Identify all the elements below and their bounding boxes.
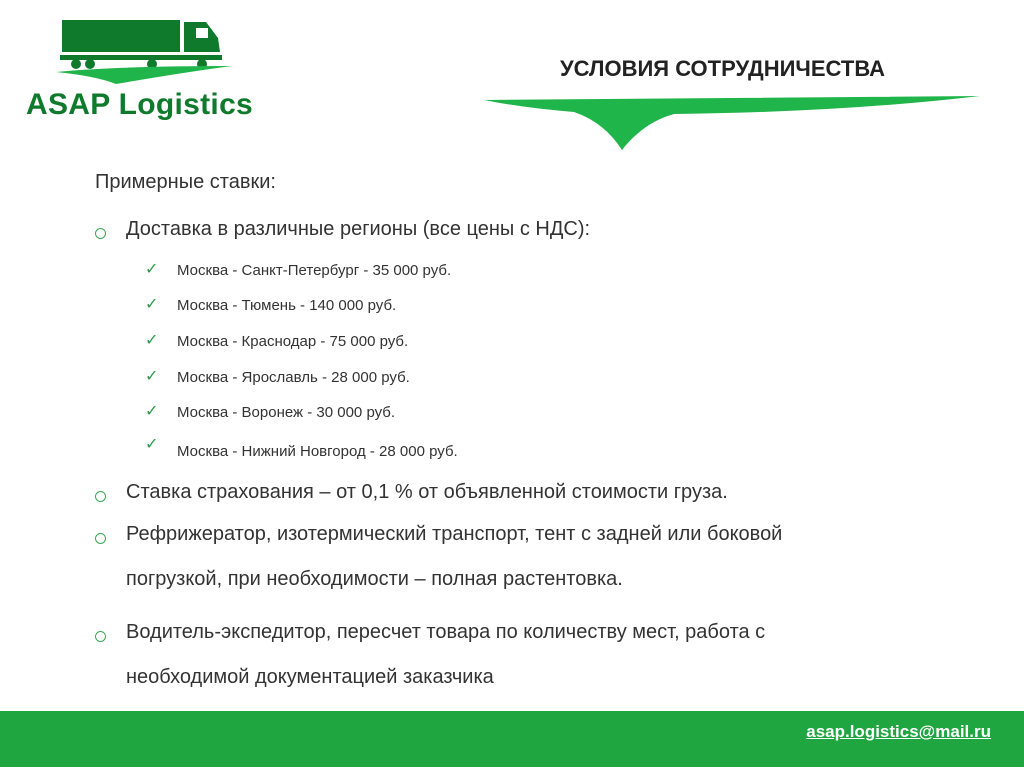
bullet-text: необходимой документацией заказчика bbox=[126, 666, 494, 688]
logo-text: ASAP Logistics bbox=[26, 88, 254, 121]
bullet-text: погрузкой, при необходимости – полная растентовка. bbox=[126, 568, 623, 590]
contact-email-link[interactable]: asap.logistics@mail.ru bbox=[806, 722, 991, 741]
footer-bar bbox=[0, 711, 1024, 767]
circle-bullet-icon bbox=[95, 631, 106, 642]
route-text: Москва - Санкт-Петербург - 35 000 руб. bbox=[177, 262, 452, 279]
bullet-text: Доставка в различные регионы (все цены с НДС): bbox=[126, 218, 591, 240]
checkmark-icon: ✓ bbox=[145, 366, 159, 385]
page-title: УСЛОВИЯ СОТРУДНИЧЕСТВА bbox=[560, 56, 886, 81]
checkmark-icon: ✓ bbox=[145, 259, 159, 278]
bullet-text: Рефрижератор, изотермический транспорт, тент с задней или боковой bbox=[126, 523, 783, 545]
checkmark-icon: ✓ bbox=[145, 434, 159, 453]
circle-bullet-icon bbox=[95, 533, 106, 544]
checkmark-icon: ✓ bbox=[145, 401, 159, 420]
truck-icon bbox=[56, 14, 236, 86]
company-logo bbox=[22, 14, 272, 126]
checkmark-icon: ✓ bbox=[145, 330, 159, 349]
intro-text: Примерные ставки: bbox=[95, 171, 276, 193]
bullet-text: Ставка страхования – от 0,1 % от объявленной стоимости груза. bbox=[126, 481, 728, 503]
checkmark-icon: ✓ bbox=[145, 294, 159, 313]
circle-bullet-icon bbox=[95, 228, 106, 239]
decorative-swoosh bbox=[484, 92, 984, 152]
route-text: Москва - Нижний Новгород - 28 000 руб. bbox=[177, 443, 458, 460]
bullet-text: Водитель-экспедитор, пересчет товара по количеству мест, работа с bbox=[126, 621, 766, 643]
route-text: Москва - Тюмень - 140 000 руб. bbox=[177, 297, 397, 314]
circle-bullet-icon bbox=[95, 491, 106, 502]
route-text: Москва - Ярославль - 28 000 руб. bbox=[177, 369, 410, 386]
route-text: Москва - Воронеж - 30 000 руб. bbox=[177, 404, 396, 421]
route-text: Москва - Краснодар - 75 000 руб. bbox=[177, 333, 409, 350]
